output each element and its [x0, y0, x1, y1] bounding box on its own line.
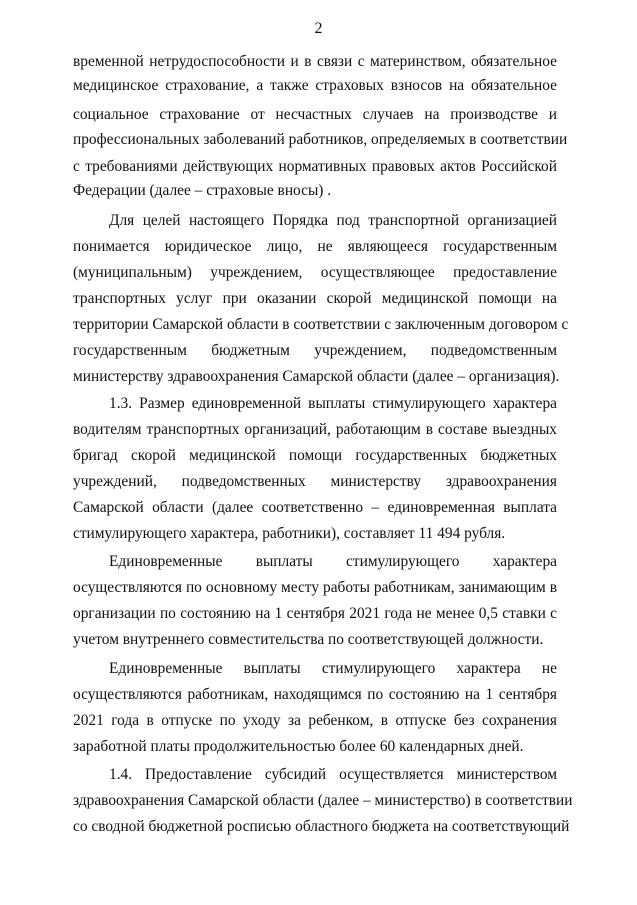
- text-line: территории Самарской области в соответствии с заключенным договором с: [73, 316, 569, 333]
- text-line: 2021 года в отпуске по уходу за ребенком, в отпуске без сохранения: [73, 712, 557, 729]
- text-line: Единовременные выплаты стимулирующего характера: [109, 553, 557, 570]
- text-line: здравоохранения Самарской области (далее – министерство) в соответствии: [73, 792, 573, 809]
- text-line: понимается юридическое лицо, не являющееся государственным: [73, 238, 557, 255]
- text-line: Для целей настоящего Порядка под транспортной организацией: [109, 212, 557, 229]
- text-line: водителям транспортных организаций, работающим в составе выездных: [73, 421, 557, 438]
- text-line: (муниципальным) учреждением, осуществляющее предоставление: [73, 264, 557, 281]
- text-line: организации по состоянию на 1 сентября 2021 года не менее 0,5 ставки с: [73, 605, 557, 622]
- text-line: стимулирующего характера, работники), составляет 11 494 рубля.: [73, 525, 506, 542]
- text-line: со сводной бюджетной росписью областного бюджета на соответствующий: [73, 818, 570, 835]
- text-line: временной нетрудоспособности и в связи с материнством, обязательное: [73, 53, 557, 70]
- text-line: Федерации (далее – страховые вносы) .: [73, 182, 332, 199]
- text-line: медицинское страхование, а также страховых взносов на обязательное: [73, 77, 557, 94]
- text-line: Единовременные выплаты стимулирующего характера не: [109, 660, 557, 677]
- text-line: 1.3. Размер единовременной выплаты стимулирующего характера: [109, 395, 557, 412]
- text-line: транспортных услуг при оказании скорой медицинской помощи на: [73, 290, 557, 307]
- text-line: осуществляются по основному месту работы работникам, занимающим в: [73, 579, 557, 596]
- text-line: с требованиями действующих нормативных правовых актов Российской: [73, 158, 557, 175]
- text-line: 1.4. Предоставление субсидий осуществляется министерством: [109, 766, 557, 783]
- text-line: государственным бюджетным учреждением, подведомственным: [73, 342, 557, 359]
- text-line: профессиональных заболеваний работников, определяемых в соответствии: [73, 131, 568, 148]
- text-line: бригад скорой медицинской помощи государственных бюджетных: [73, 447, 557, 464]
- text-line: министерству здравоохранения Самарской области (далее – организация).: [73, 368, 560, 385]
- text-line: учреждений, подведомственных министерству здравоохранения: [73, 473, 557, 490]
- text-line: осуществляются работникам, находящимся по состоянию на 1 сентября: [73, 686, 557, 703]
- text-line: социальное страхование от несчастных случаев на производстве и: [73, 106, 557, 123]
- text-line: учетом внутреннего совместительства по соответствующей должности.: [73, 631, 544, 648]
- text-line: заработной платы продолжительностью более 60 календарных дней.: [73, 738, 524, 755]
- page-number: 2: [314, 20, 323, 37]
- text-line: Самарской области (далее соответственно – единовременная выплата: [73, 499, 557, 516]
